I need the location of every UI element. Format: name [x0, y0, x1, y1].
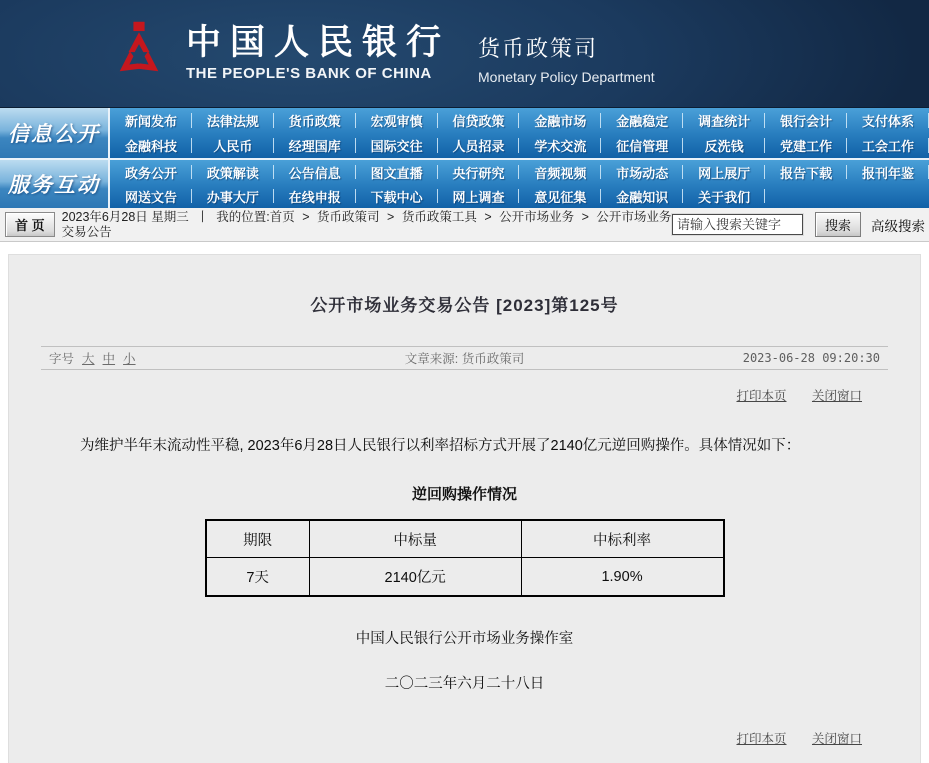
breadcrumb-divider: 丨 — [196, 209, 209, 224]
header-banner — [0, 0, 929, 108]
nav-item-monetary-policy[interactable]: 货币政策 — [274, 108, 356, 133]
article-meta-bar — [41, 346, 888, 370]
breadcrumb-separator: > — [302, 209, 310, 224]
table-title: 逆回购操作情况 — [411, 485, 517, 503]
page-title: 公开市场业务交易公告 [2023]第125号 — [310, 296, 619, 315]
department-name-cn: 货币政策司 — [478, 36, 599, 61]
nav-item-policy-interpretation[interactable]: 政策解读 — [192, 160, 274, 184]
table-cell-term: 7天 — [206, 558, 310, 596]
table-header-term: 期限 — [206, 520, 310, 558]
breadcrumb-item-monetary-policy-dept[interactable]: 货币政策司 — [317, 209, 380, 224]
table-header-volume: 中标量 — [309, 520, 521, 558]
bank-name-cn: 中国人民银行 — [186, 22, 451, 62]
nav-section-service-interaction — [0, 158, 929, 208]
nav-item-payment-system[interactable]: 支付体系 — [847, 108, 929, 133]
nav-item-financial-stability[interactable]: 金融稳定 — [601, 108, 683, 133]
article-sign-date: 二〇二三年六月二十八日 — [384, 675, 545, 692]
article-source: 文章来源: 货币政策司 — [404, 352, 525, 366]
nav-item-report-download[interactable]: 报告下载 — [765, 160, 847, 184]
nav-item-about-us[interactable]: 关于我们 — [683, 184, 765, 208]
nav-item-party-building[interactable]: 党建工作 — [765, 133, 847, 158]
print-page-link[interactable]: 打印本页 — [736, 389, 787, 403]
nav-item-macroprudential[interactable]: 宏观审慎 — [356, 108, 438, 133]
advanced-search-link[interactable]: 高级搜索 — [871, 218, 925, 234]
home-button[interactable]: 首 页 — [5, 212, 55, 237]
nav-item-credit-policy[interactable]: 信贷政策 — [438, 108, 520, 133]
nav-item-live-broadcast[interactable]: 图文直播 — [356, 160, 438, 184]
nav-item-service-hall[interactable]: 办事大厅 — [192, 184, 274, 208]
table-cell-volume: 2140亿元 — [309, 558, 521, 596]
nav-item-bank-accounting[interactable]: 银行会计 — [765, 108, 847, 133]
nav-item-anti-money-laundering[interactable]: 反洗钱 — [683, 133, 765, 158]
nav-section-label: 信息公开 — [0, 108, 110, 158]
article-body-paragraph: 为维护半年末流动性平稳, 2023年6月28日人民银行以利率招标方式开展了2140亿元逆回购操作。具体情况如下： — [80, 438, 801, 454]
article-actions-top — [9, 386, 920, 404]
breadcrumb-location-home[interactable]: 我的位置:首页 — [216, 209, 295, 224]
reverse-repo-table — [205, 519, 725, 597]
nav-item-central-bank-research[interactable]: 央行研究 — [438, 160, 520, 184]
nav-item-opinion-solicitation[interactable]: 意见征集 — [519, 184, 601, 208]
breadcrumb-separator: > — [581, 209, 589, 224]
content-area — [0, 242, 929, 763]
nav-item-credit-reporting[interactable]: 征信管理 — [601, 133, 683, 158]
nav-item-announcements[interactable]: 公告信息 — [274, 160, 356, 184]
font-size-medium[interactable]: 中 — [102, 352, 116, 366]
breadcrumb-separator: > — [387, 209, 395, 224]
nav-item-periodicals[interactable]: 报刊年鉴 — [847, 160, 929, 184]
nav-item-online-declaration[interactable]: 在线申报 — [274, 184, 356, 208]
font-size-small[interactable]: 小 — [123, 352, 136, 366]
pboc-logo-icon — [108, 21, 170, 87]
nav-item-online-exhibition[interactable]: 网上展厅 — [683, 160, 765, 184]
search-area — [672, 212, 929, 237]
breadcrumb — [62, 210, 672, 240]
font-size-large[interactable]: 大 — [82, 352, 95, 366]
article-panel — [8, 254, 921, 763]
nav-item-fintech[interactable]: 金融科技 — [110, 133, 192, 158]
article-datetime: 2023-06-28 09:20:30 — [742, 351, 880, 365]
nav-item-laws[interactable]: 法律法规 — [192, 108, 274, 133]
main-navigation — [0, 108, 929, 208]
table-row — [206, 558, 724, 596]
breadcrumb-item-policy-tools[interactable]: 货币政策工具 — [401, 209, 477, 224]
nav-item-labor-union[interactable]: 工会工作 — [847, 133, 929, 158]
table-cell-rate: 1.90% — [521, 558, 723, 596]
nav-item-gov-disclosure[interactable]: 政务公开 — [110, 160, 192, 184]
nav-item-recruitment[interactable]: 人员招录 — [438, 133, 520, 158]
nav-item-online-survey[interactable]: 网上调查 — [438, 184, 520, 208]
nav-item-financial-market[interactable]: 金融市场 — [519, 108, 601, 133]
article-actions-bottom — [9, 729, 920, 751]
close-window-link[interactable]: 关闭窗口 — [811, 389, 862, 403]
nav-item-financial-knowledge[interactable]: 金融知识 — [601, 184, 683, 208]
nav-item-market-trends[interactable]: 市场动态 — [601, 160, 683, 184]
breadcrumb-bar — [0, 208, 929, 242]
nav-item-academic-exchange[interactable]: 学术交流 — [519, 133, 601, 158]
breadcrumb-item-open-market-operations[interactable]: 公开市场业务 — [499, 209, 575, 224]
nav-item-survey-statistics[interactable]: 调查统计 — [683, 108, 765, 133]
nav-item-audio-video[interactable]: 音频视频 — [519, 160, 601, 184]
table-header-row — [206, 520, 724, 558]
bank-name-en: THE PEOPLE'S BANK OF CHINA — [186, 65, 432, 83]
table-header-rate: 中标利率 — [521, 520, 723, 558]
nav-item-download-center[interactable]: 下载中心 — [356, 184, 438, 208]
nav-section-info-disclosure — [0, 108, 929, 158]
nav-item-renminbi[interactable]: 人民币 — [192, 133, 274, 158]
nav-section-label: 服务互动 — [0, 160, 110, 208]
search-input[interactable] — [672, 214, 803, 235]
nav-item-online-notices[interactable]: 网送文告 — [110, 184, 192, 208]
article-signature: 中国人民银行公开市场业务操作室 — [355, 630, 574, 647]
nav-item-treasury[interactable]: 经理国库 — [274, 133, 356, 158]
breadcrumb-item-omo-announcements[interactable]: 公开市场业务交易公告 — [61, 209, 672, 239]
font-size-label: 字号 — [49, 352, 75, 366]
current-date: 2023年6月28日 星期三 — [61, 209, 189, 224]
breadcrumb-separator: > — [484, 209, 492, 224]
nav-item-news[interactable]: 新闻发布 — [110, 108, 192, 133]
department-name-en: Monetary Policy Department — [478, 69, 655, 85]
print-page-link[interactable]: 打印本页 — [736, 731, 787, 746]
close-window-link[interactable]: 关闭窗口 — [811, 731, 862, 746]
nav-item-international[interactable]: 国际交往 — [356, 133, 438, 158]
search-button[interactable]: 搜索 — [815, 212, 861, 237]
